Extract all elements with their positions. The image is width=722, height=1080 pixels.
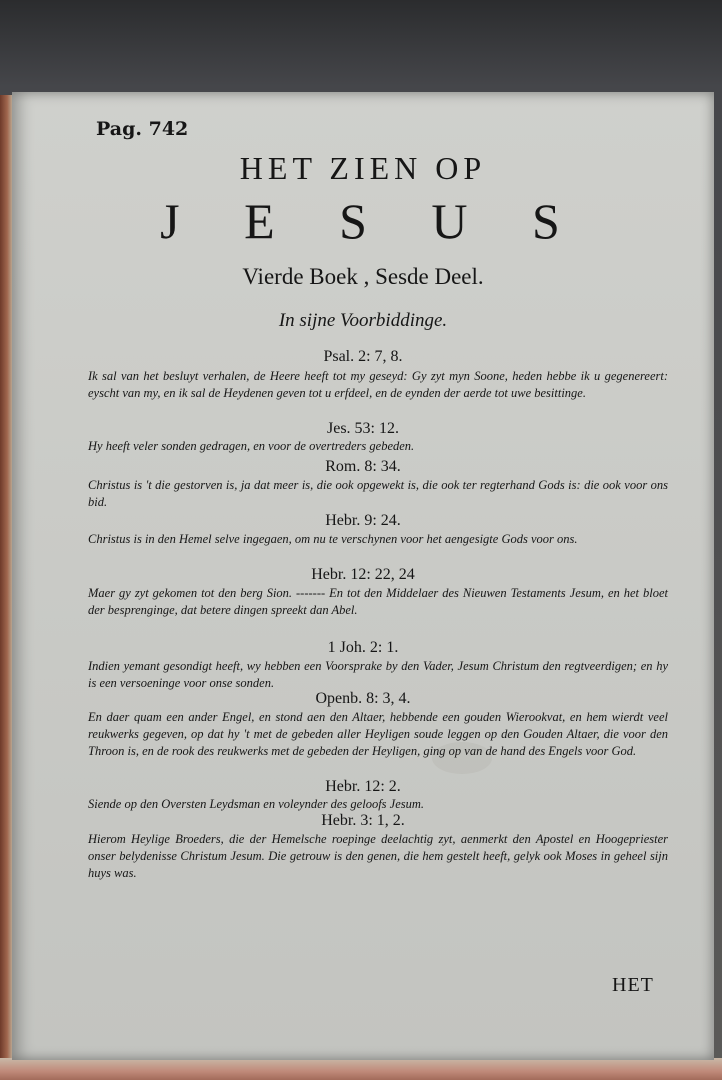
- scripture-text: Siende op den Oversten Leydsman en voleynder des geloofs Jesum.: [88, 797, 425, 811]
- scripture-text: En daer quam een ander Engel, en stond aen den Altaer, hebbende een gouden Wierookvat, en hem wierdt veel reukwerks gegeven, op dat hy 't met de gebeden aller Heyligen soude leggen op den Gouden Altaer, die voor den Throon is, en de rook des reukwerks met de gebeden der Heyligen, ging op van de hand des Engels voor God.: [88, 710, 668, 758]
- scripture-reference: Rom. 8: 34.: [325, 458, 401, 475]
- scripture-reference: Openb. 8: 3, 4.: [315, 690, 411, 707]
- scripture-text: Hy heeft veler sonden gedragen, en voor de overtreders gebeden.: [88, 439, 415, 453]
- scripture-text: Indien yemant gesondigt heeft, wy hebben een Voorsprake by den Vader, Jesum Christum den regtveerdigen; en hy is een versoeninge voor onse sonden.: [88, 659, 668, 690]
- scripture-text: Ik sal van het besluyt verhalen, de Heere heeft tot my geseyd: Gy zyt myn Soone, heden hebbe ik u gegenereert: eyscht van my, en ik sal de Heydenen geven tot u erfdeel, en de eynden der aerde tot uwe besittinge.: [88, 369, 668, 400]
- page-bottom-edge: [0, 1058, 722, 1080]
- scripture-text: Christus is 't die gestorven is, ja dat meer is, die ook opgewekt is, die ook ter regterhand Gods is: die ook voor ons bid.: [88, 478, 668, 509]
- heading-line-2: J E S U S: [160, 193, 566, 249]
- scripture-text: Christus is in den Hemel selve ingegaen, om nu te verschynen voor het aengesigte Gods voor ons.: [88, 532, 578, 546]
- scripture-reference: Hebr. 12: 2.: [325, 778, 401, 795]
- scripture-text: Maer gy zyt gekomen tot den berg Sion. ------- En tot den Middelaer des Nieuwen Testaments Jesum, en het bloet der besprenginge, dat betere dingen spreekt dan Abel.: [88, 586, 668, 617]
- scripture-reference: Psal. 2: 7, 8.: [323, 348, 403, 365]
- heading-line-4: In sijne Voorbiddinge.: [278, 310, 448, 331]
- scripture-reference: 1 Joh. 2: 1.: [327, 639, 399, 656]
- catchword: HET: [612, 974, 654, 996]
- book-spine-edge: [0, 95, 12, 1080]
- scripture-reference: Hebr. 3: 1, 2.: [321, 812, 405, 829]
- scripture-reference: Jes. 53: 12.: [327, 420, 399, 437]
- book-page: [12, 92, 714, 1060]
- heading-line-1: HET ZIEN OP: [239, 150, 487, 186]
- scripture-reference: Hebr. 12: 22, 24: [311, 566, 415, 583]
- scripture-reference: Hebr. 9: 24.: [325, 512, 401, 529]
- heading-line-3: Vierde Boek , Sesde Deel.: [242, 264, 484, 289]
- scripture-text: Hierom Heylige Broeders, die der Hemelsche roepinge deelachtig zyt, aenmerkt den Apostel en Hoogepriester onser belydenisse Christum Jesum. Die getrouw is den genen, die hem gestelt heeft, gelyk ook Moses in geheel sijn huys was.: [88, 832, 668, 880]
- page-number: Pag. 742: [96, 118, 189, 140]
